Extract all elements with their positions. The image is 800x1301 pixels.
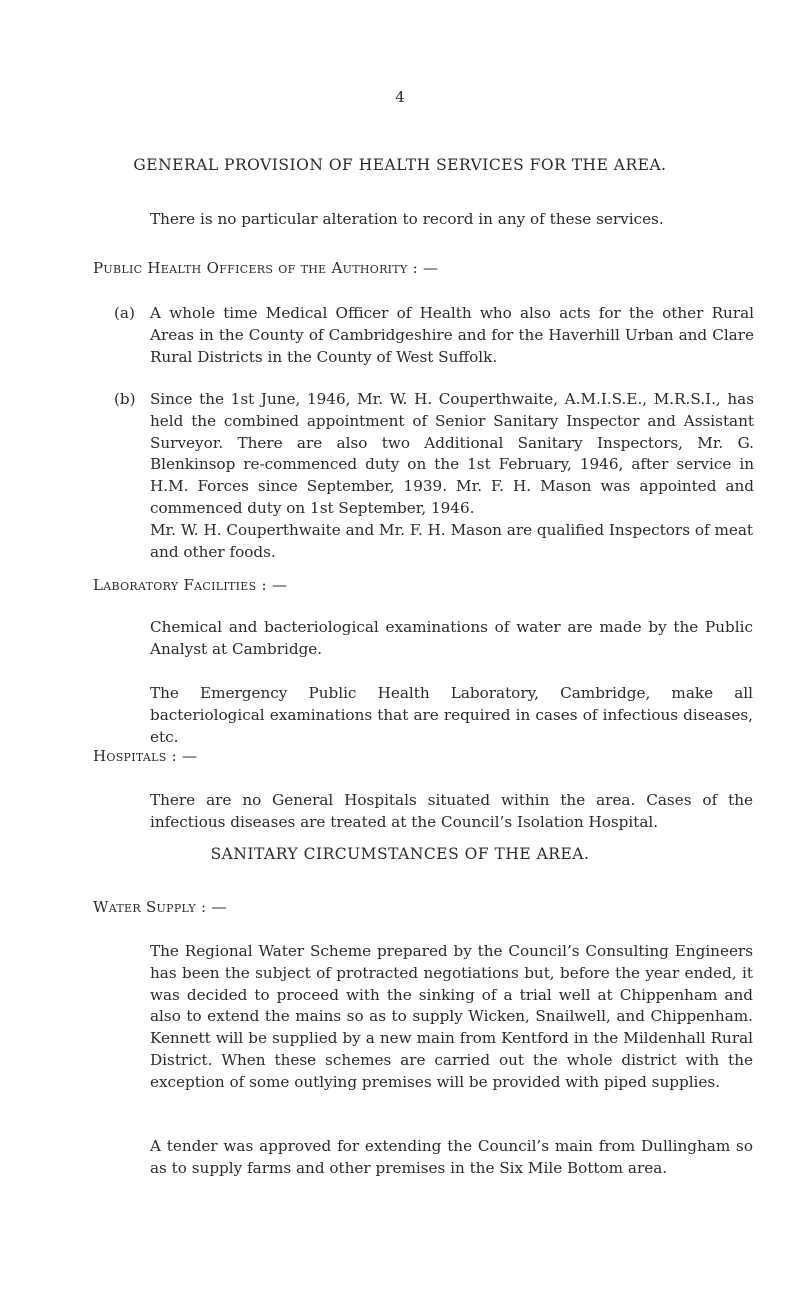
page-number: 4 (395, 88, 405, 106)
subheading-laboratory-facilities: Laboratory Facilities : — (93, 576, 288, 594)
subheading-water-supply: Water Supply : — (93, 898, 227, 916)
list-item-a-text: A whole time Medical Officer of Health who also acts for the other Rural Areas in the County of Cambridgeshire and for the Haverhill Urban and Clare Rural Districts in the County of West Suffolk. (150, 304, 754, 366)
subheading-public-health-officers: Public Health Officers of the Authority : — (93, 259, 439, 277)
list-item-b-text: Since the 1st June, 1946, Mr. W. H. Couperthwaite, A.M.I.S.E., M.R.S.I., has held the combined appointment of Senior Sanitary Inspector and Assistant Surveyor. There are also two Additional Sanitary Inspectors, Mr. G. Blenkinsop re-commenced duty on the 1st February, 1946, after service in H.M. Forces since September, 1939. Mr. F. H. Mason was appointed and commenced duty on 1st September, 1946. (150, 390, 754, 517)
hospitals-paragraph: There are no General Hospitals situated within the area. Cases of the infectious diseases are treated at the Council’s Isolation Hospital. (150, 791, 753, 831)
subheading-hospitals: Hospitals : — (93, 747, 198, 765)
list-item-a (114, 303, 754, 368)
qualified-inspectors-paragraph: Mr. W. H. Couperthwaite and Mr. F. H. Mason are qualified Inspectors of meat and other foods. (150, 521, 753, 561)
water-supply-paragraph-1: The Regional Water Scheme prepared by the Council’s Consulting Engineers has been the subject of protracted negotiations but, before the year ended, it was decided to proceed with the sinking of a trial well at Chippenham and also to extend the mains so as to supply Wicken, Snailwell, and Chippenham. Kennett will be supplied by a new main from Kentford in the Mildenhall Rural District. When these schemes are carried out the whole district with the exception of some outlying premises will be provided with piped supplies. (150, 942, 753, 1091)
intro-paragraph: There is no particular alteration to record in any of these services. (150, 210, 664, 228)
laboratory-paragraph-1: Chemical and bacteriological examinations of water are made by the Public Analyst at Cambridge. (150, 618, 753, 658)
water-supply-paragraph-2: A tender was approved for extending the Council’s main from Dullingham so as to supply farms and other premises in the Six Mile Bottom area. (150, 1137, 753, 1177)
list-item-b (114, 389, 754, 520)
list-item-b-label: (b) (114, 390, 136, 408)
list-item-a-label: (a) (114, 304, 135, 322)
laboratory-paragraph-2: The Emergency Public Health Laboratory, Cambridge, make all bacteriological examinations that are required in cases of infectious diseases, etc. (150, 684, 753, 746)
section-heading-sanitary-circumstances: SANITARY CIRCUMSTANCES OF THE AREA. (210, 845, 590, 863)
section-heading-general-provision: GENERAL PROVISION OF HEALTH SERVICES FOR THE AREA. (133, 156, 667, 174)
